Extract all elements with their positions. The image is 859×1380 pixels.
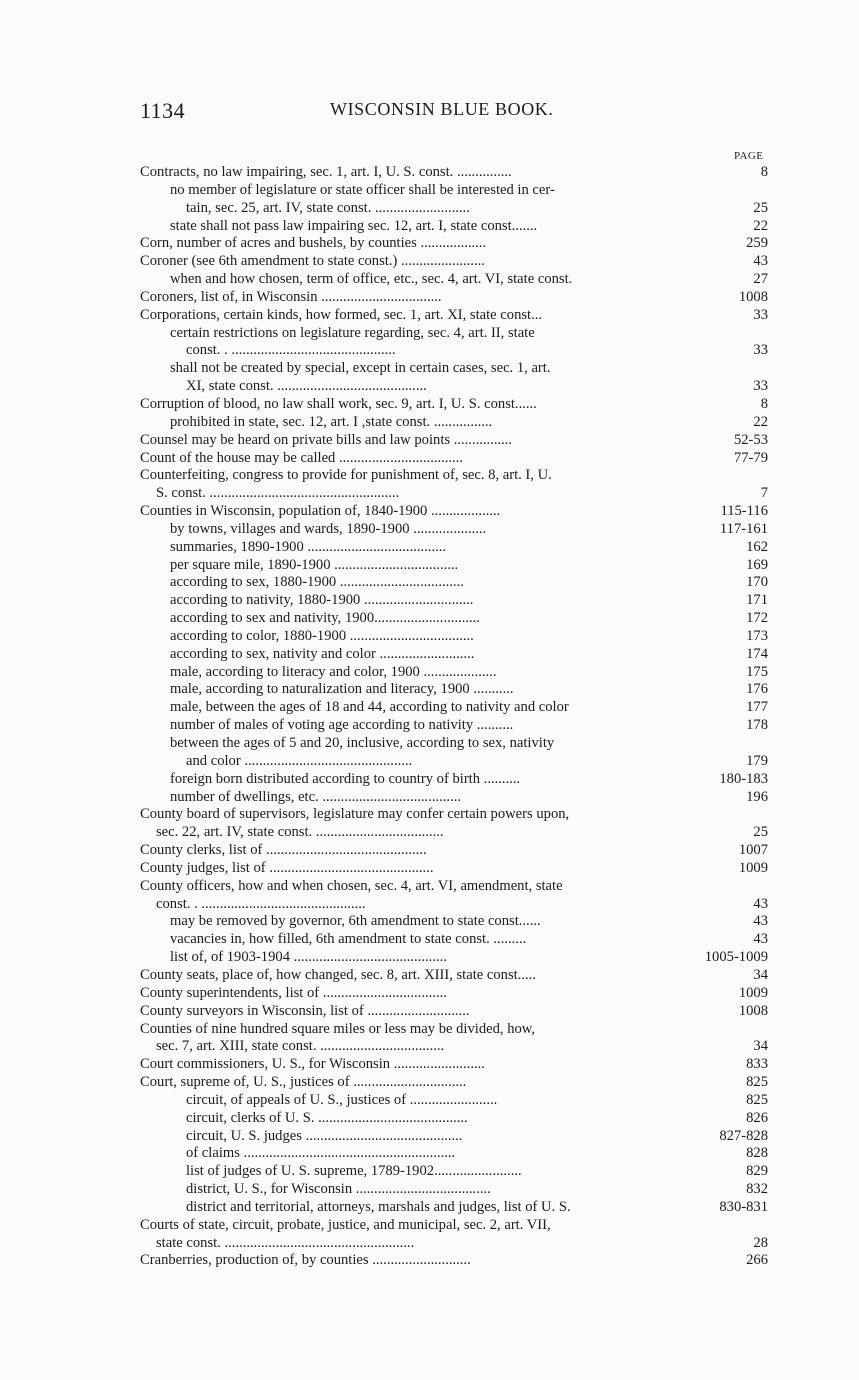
index-entry — [128, 521, 768, 539]
page-reference: 825 — [746, 1091, 768, 1108]
entry-text: circuit, clerks of U. S. ......................................... — [186, 1109, 468, 1126]
entry-text: prohibited in state, sec. 12, art. I ,state const. ................ — [170, 413, 493, 430]
index-entry — [128, 1252, 768, 1270]
index-entry — [128, 931, 768, 949]
entry-text: foreign born distributed according to country of birth .......... — [170, 770, 521, 787]
index-entry — [128, 860, 768, 878]
entry-text: County officers, how and when chosen, sec. 4, art. VI, amendment, state — [140, 877, 563, 894]
entry-continuation: XI, state const. ......................................... — [186, 378, 427, 395]
index-entry — [128, 1056, 768, 1074]
page-reference: 171 — [746, 592, 768, 609]
entry-continuation: sec. 22, art. IV, state const. ................................... — [156, 824, 444, 841]
index-entry — [128, 1181, 768, 1199]
entry-text: County seats, place of, how changed, sec. 8, art. XIII, state const..... — [140, 966, 536, 983]
page-reference: 7 — [760, 485, 768, 502]
entry-text: County board of supervisors, legislature may confer certain powers upon, — [140, 806, 570, 823]
page-reference: 33 — [753, 342, 768, 359]
page-reference: 172 — [746, 610, 768, 627]
entry-text: male, between the ages of 18 and 44, according to nativity and color — [170, 699, 569, 716]
index-entry — [128, 610, 768, 628]
page-column-label: PAGE — [734, 150, 764, 162]
page-reference: 175 — [746, 663, 768, 680]
index-entry — [128, 1199, 768, 1217]
index-entry — [128, 967, 768, 985]
page-reference: 174 — [746, 645, 768, 662]
entry-continuation: const. . ............................................. — [186, 342, 396, 359]
running-title: WISCONSIN BLUE BOOK. — [330, 99, 554, 119]
entry-text: Counties in Wisconsin, population of, 1840-1900 ................... — [140, 503, 501, 520]
index-entry — [128, 664, 768, 682]
entry-text: according to sex and nativity, 1900............................. — [170, 610, 480, 627]
page-reference: 162 — [746, 538, 768, 555]
entry-text: by towns, villages and wards, 1890-1900 .................... — [170, 520, 487, 537]
entry-text: Corn, number of acres and bushels, by counties .................. — [140, 235, 487, 252]
page-number: 1134 — [140, 98, 186, 123]
index-entry — [128, 1128, 768, 1146]
index-entry — [128, 271, 768, 289]
entry-text: according to color, 1880-1900 .................................. — [170, 627, 474, 644]
page-reference: 34 — [753, 966, 768, 983]
entry-text: according to sex, nativity and color .......................... — [170, 645, 475, 662]
page-reference: 830-831 — [719, 1198, 768, 1215]
index-entry — [128, 1003, 768, 1021]
index-entry — [128, 467, 768, 503]
entry-continuation: const. . ............................................. — [156, 895, 366, 912]
page-reference: 180-183 — [719, 770, 768, 787]
entry-text: Court commissioners, U. S., for Wisconsin ......................... — [140, 1056, 485, 1073]
index-entry — [128, 789, 768, 807]
entry-text: district and territorial, attorneys, marshals and judges, list of U. S. — [186, 1198, 571, 1215]
index-entry — [128, 1074, 768, 1092]
page-reference: 266 — [746, 1252, 768, 1269]
page-reference: 8 — [760, 395, 768, 412]
index-list — [128, 164, 768, 1270]
entry-text: Contracts, no law impairing, sec. 1, art. I, U. S. const. ............... — [140, 164, 512, 180]
page-reference: 1007 — [738, 842, 768, 859]
entry-text: according to sex, 1880-1900 .................................. — [170, 574, 464, 591]
page-reference: 825 — [746, 1074, 768, 1091]
page-reference: 77-79 — [733, 449, 768, 466]
page-reference: 827-828 — [719, 1127, 768, 1144]
entry-text: Corporations, certain kinds, how formed, sec. 1, art. XI, state const... — [140, 306, 543, 323]
index-entry — [128, 432, 768, 450]
index-entry — [128, 396, 768, 414]
entry-continuation: sec. 7, art. XIII, state const. .................................. — [156, 1038, 445, 1055]
entry-text: no member of legislature or state officer shall be interested in cer- — [170, 181, 555, 198]
entry-continuation: state const. .................................................... — [156, 1234, 415, 1251]
index-entry — [128, 699, 768, 717]
page-reference: 1009 — [738, 859, 768, 876]
page-reference: 27 — [753, 271, 768, 288]
entry-text: may be removed by governor, 6th amendment to state const...... — [170, 913, 541, 930]
page-reference: 43 — [753, 895, 768, 912]
page-reference: 170 — [746, 574, 768, 591]
page-reference: 176 — [746, 681, 768, 698]
entry-text: number of dwellings, etc. ...................................... — [170, 788, 462, 805]
index-entry — [128, 771, 768, 789]
page-reference: 1005-1009 — [704, 949, 768, 966]
index-entry — [128, 289, 768, 307]
entry-text: County judges, list of ............................................. — [140, 859, 434, 876]
entry-text: according to nativity, 1880-1900 .............................. — [170, 592, 474, 609]
index-entry — [128, 574, 768, 592]
entry-text: circuit, of appeals of U. S., justices of ........................ — [186, 1091, 498, 1108]
index-entry — [128, 628, 768, 646]
entry-text: Counterfeiting, congress to provide for punishment of, sec. 8, art. I, U. — [140, 467, 552, 484]
index-entry — [128, 557, 768, 575]
index-entry — [128, 1092, 768, 1110]
page-reference: 28 — [753, 1234, 768, 1251]
index-entry — [128, 646, 768, 664]
entry-text: certain restrictions on legislature regarding, sec. 4, art. II, state — [170, 324, 535, 341]
index-entry — [128, 985, 768, 1003]
index-entry — [128, 1163, 768, 1181]
entry-text: Counsel may be heard on private bills and law points ................ — [140, 431, 513, 448]
entry-text: male, according to literacy and color, 1900 .................... — [170, 663, 497, 680]
page-reference: 169 — [746, 556, 768, 573]
entry-text: Court, supreme of, U. S., justices of ............................... — [140, 1074, 467, 1091]
page-reference: 173 — [746, 627, 768, 644]
entry-text: County superintendents, list of .................................. — [140, 984, 447, 1001]
entry-text: list of judges of U. S. supreme, 1789-1902........................ — [186, 1163, 522, 1180]
entry-text: Count of the house may be called .................................. — [140, 449, 464, 466]
index-entry — [128, 592, 768, 610]
entry-text: Corruption of blood, no law shall work, sec. 9, art. I, U. S. const...... — [140, 395, 537, 412]
entry-text: circuit, U. S. judges ........................................... — [186, 1127, 463, 1144]
page-reference: 22 — [753, 217, 768, 234]
entry-text: list of, of 1903-1904 .......................................... — [170, 949, 447, 966]
index-entry — [128, 1110, 768, 1128]
page-reference: 43 — [753, 931, 768, 948]
page-reference: 177 — [746, 699, 768, 716]
index-entry — [128, 878, 768, 914]
entry-continuation: S. const. .................................................... — [156, 485, 400, 502]
page-reference: 833 — [746, 1056, 768, 1073]
index-entry — [128, 414, 768, 432]
page-reference: 1008 — [738, 1002, 768, 1019]
index-entry — [128, 164, 768, 182]
index-entry — [128, 806, 768, 842]
index-entry — [128, 235, 768, 253]
index-entry — [128, 253, 768, 271]
page-reference: 179 — [746, 752, 768, 769]
entry-text: Coroners, list of, in Wisconsin ................................. — [140, 288, 442, 305]
entry-text: shall not be created by special, except in certain cases, sec. 1, art. — [170, 360, 551, 377]
index-entry — [128, 842, 768, 860]
index-entry — [128, 735, 768, 771]
page-reference: 34 — [753, 1038, 768, 1055]
page-reference: 33 — [753, 378, 768, 395]
page-reference: 829 — [746, 1163, 768, 1180]
index-entry — [128, 325, 768, 361]
index-entry — [128, 913, 768, 931]
entry-text: County clerks, list of ............................................ — [140, 842, 427, 859]
entry-text: district, U. S., for Wisconsin ..................................... — [186, 1181, 491, 1198]
entry-text: number of males of voting age according to nativity .......... — [170, 717, 514, 734]
page-reference: 826 — [746, 1109, 768, 1126]
page-reference: 1009 — [738, 984, 768, 1001]
page-reference: 43 — [753, 913, 768, 930]
entry-text: per square mile, 1890-1900 .................................. — [170, 556, 459, 573]
page-reference: 832 — [746, 1181, 768, 1198]
entry-text: Courts of state, circuit, probate, justice, and municipal, sec. 2, art. VII, — [140, 1216, 551, 1233]
page-reference: 178 — [746, 717, 768, 734]
page-reference: 1008 — [738, 288, 768, 305]
page-reference: 115-116 — [720, 503, 768, 520]
page-reference: 259 — [746, 235, 768, 252]
index-entry — [128, 1021, 768, 1057]
page-reference: 33 — [753, 306, 768, 323]
entry-text: male, according to naturalization and literacy, 1900 ........... — [170, 681, 514, 698]
entry-text: summaries, 1890-1900 ...................................... — [170, 538, 447, 555]
index-entry — [128, 949, 768, 967]
index-entry — [128, 182, 768, 218]
entry-text: County surveyors in Wisconsin, list of ............................ — [140, 1002, 470, 1019]
index-entry — [128, 681, 768, 699]
page-reference: 52-53 — [733, 431, 768, 448]
page-reference: 43 — [753, 253, 768, 270]
entry-text: when and how chosen, term of office, etc., sec. 4, art. VI, state const. — [170, 271, 573, 288]
page-reference: 196 — [746, 788, 768, 805]
index-entry — [128, 1217, 768, 1253]
entry-continuation: tain, sec. 25, art. IV, state const. .......................... — [186, 199, 470, 216]
page-reference: 8 — [760, 164, 768, 180]
index-entry — [128, 717, 768, 735]
entry-continuation: and color .............................................. — [186, 752, 413, 769]
entry-text: Cranberries, production of, by counties ........................... — [140, 1252, 471, 1269]
page-reference: 25 — [753, 824, 768, 841]
entry-text: between the ages of 5 and 20, inclusive, according to sex, nativity — [170, 735, 555, 751]
index-entry — [128, 1145, 768, 1163]
entry-text: Counties of nine hundred square miles or less may be divided, how, — [140, 1020, 536, 1037]
entry-text: Coroner (see 6th amendment to state const.) ....................... — [140, 253, 485, 270]
index-entry — [128, 360, 768, 396]
index-entry — [128, 450, 768, 468]
page-reference: 22 — [753, 413, 768, 430]
page-reference: 117-161 — [719, 520, 768, 537]
index-entry — [128, 307, 768, 325]
entry-text: vacancies in, how filled, 6th amendment to state const. ......... — [170, 931, 527, 948]
entry-text: state shall not pass law impairing sec. 12, art. I, state const....... — [170, 217, 538, 234]
entry-text: of claims .......................................................... — [186, 1145, 456, 1162]
index-entry — [128, 503, 768, 521]
page-reference: 828 — [746, 1145, 768, 1162]
index-entry — [128, 218, 768, 236]
page-reference: 25 — [753, 199, 768, 216]
index-entry — [128, 539, 768, 557]
